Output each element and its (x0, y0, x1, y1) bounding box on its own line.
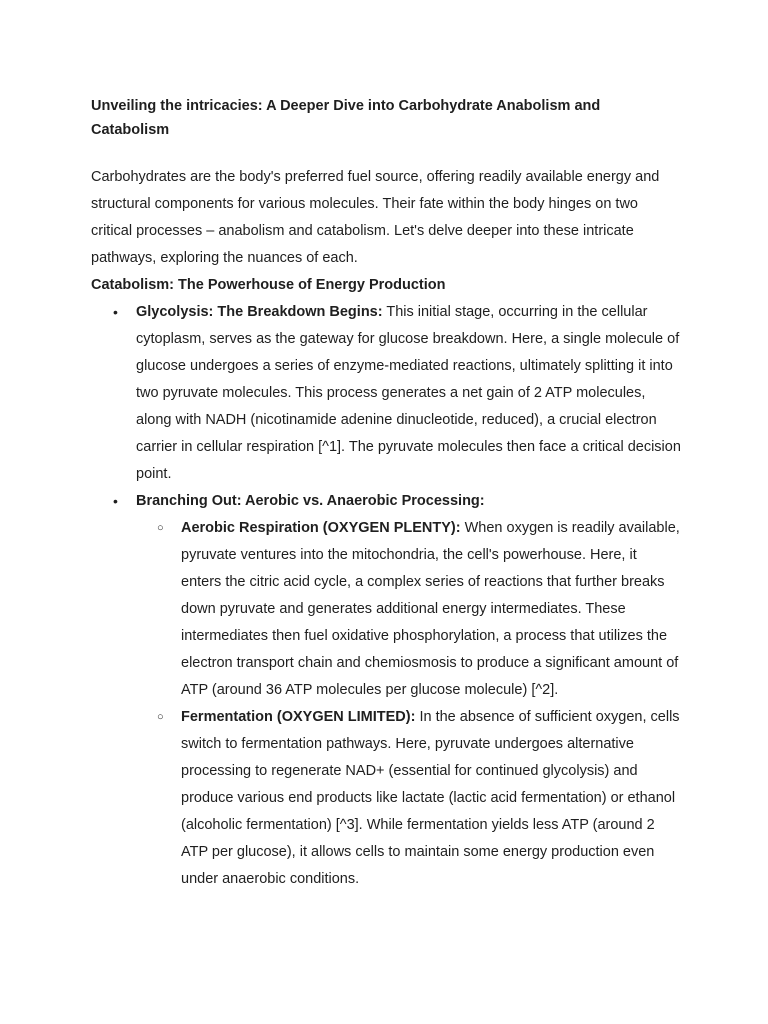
circle-bullet-icon: ○ (157, 522, 164, 534)
subitem-text: When oxygen is readily available, pyruvate ventures into the mitochondria, the cell's powerhouse. Here, it enters the citric acid cycle, a complex series of reactions that further breaks down pyruvate and generates additional energy intermediates. These intermediates then fuel oxidative phosphorylation, a process that utilizes the electron transport chain and chemiosmosis to produce a significant amount of ATP (around 36 ATP molecules per glucose molecule) [^2]. (181, 520, 680, 698)
list-item-branching-out (113, 488, 681, 893)
document-page (91, 94, 681, 893)
subitem-label: Fermentation (OXYGEN LIMITED): (181, 709, 416, 725)
intro-paragraph: Carbohydrates are the body's preferred fuel source, offering readily available energy and structural components for various molecules. Their fate within the body hinges on two critical processes – anabolism and catabolism. Let's delve deeper into these intricate pathways, exploring the nuances of each. (91, 169, 660, 266)
document-title: Unveiling the intricacies: A Deeper Dive into Carbohydrate Anabolism and Catabolism (91, 98, 601, 138)
branching-sublist (136, 515, 681, 893)
subitem-text: In the absence of sufficient oxygen, cells switch to fermentation pathways. Here, pyruvate undergoes alternative processing to regenerate NAD+ (essential for continued glycolysis) and produce various end products like lactate (lactic acid fermentation) or ethanol (alcoholic fermentation) [^3]. While fermentation yields less ATP (around 2 ATP per glucose), it allows cells to maintain some energy production even under anaerobic conditions. (181, 709, 680, 887)
item-label: Branching Out: Aerobic vs. Anaerobic Processing: (136, 493, 485, 509)
list-item-glycolysis (113, 299, 681, 488)
section-heading-catabolism: Catabolism: The Powerhouse of Energy Production (91, 277, 446, 293)
sublist-item-aerobic-respiration (157, 515, 681, 704)
sublist-item-fermentation (157, 704, 681, 893)
item-text: This initial stage, occurring in the cellular cytoplasm, serves as the gateway for glucose breakdown. Here, a single molecule of glucose undergoes a series of enzyme-mediated reactions, ultimately splitting it into two pyruvate molecules. This process generates a net gain of 2 ATP molecules, along with NADH (nicotinamide adenine dinucleotide, reduced), a crucial electron carrier in cellular respiration [^1]. The pyruvate molecules then face a critical decision point. (136, 304, 681, 482)
catabolism-list (91, 299, 681, 893)
bullet-icon: • (113, 493, 118, 509)
subitem-label: Aerobic Respiration (OXYGEN PLENTY): (181, 520, 461, 536)
item-label: Glycolysis: The Breakdown Begins: (136, 304, 383, 320)
bullet-icon: • (113, 304, 118, 320)
circle-bullet-icon: ○ (157, 711, 164, 723)
